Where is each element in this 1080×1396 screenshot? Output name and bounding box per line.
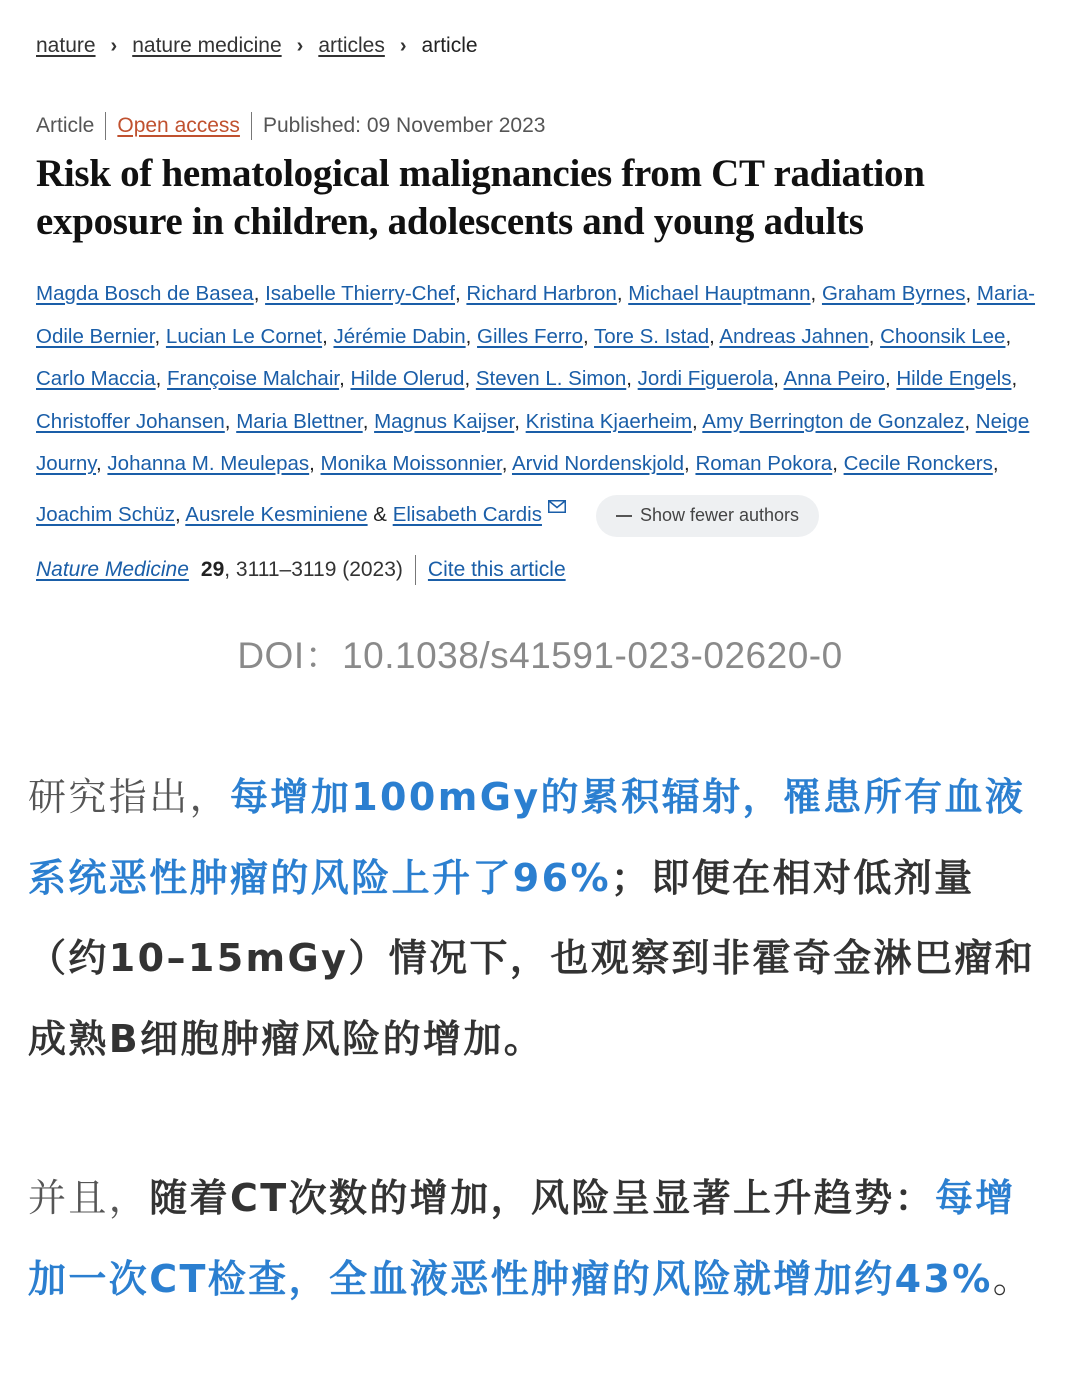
author-link[interactable]: Michael Hauptmann [628,282,811,305]
author-link[interactable]: Tore S. Istad [594,324,710,348]
author-separator: , [992,452,999,476]
open-access-link[interactable]: Open access [117,114,240,137]
paragraph-2-end: 。 [992,1256,1034,1301]
author-link[interactable]: Isabelle Thierry-Chef [265,282,455,305]
author-separator: , [616,282,629,305]
chevron-right-icon: › [296,34,304,57]
paragraph-1-highlight: 每增加100mGy的累积辐射，罹患所有血液系统恶性肿瘤的风险上升了96% [28,775,1026,900]
author-separator: , [455,282,467,305]
article-title: Risk of hematological malignancies from CT radiation exposure in children, adolescents and young adults [36,152,925,243]
author-separator: , [96,452,108,476]
author-separator: , [155,367,168,391]
author-separator: , [465,324,478,348]
author-link[interactable]: Johanna M. Meulepas [107,452,310,476]
author-link[interactable]: Lucian Le Cornet [165,324,323,348]
paragraph-2-body: 随着CT次数的增加，风险呈显著上升趋势： [149,1176,936,1220]
author-separator: , [773,367,784,391]
mail-icon[interactable] [548,486,566,499]
author-joiner: & [367,502,393,526]
breadcrumb [36,34,478,58]
doi-text: DOI：10.1038/s41591-023-02620-0 [237,635,843,676]
paragraph-2-highlight: 每增加一次CT检查，全血液恶性肿瘤的风险就增加约43% [28,1176,1016,1301]
show-fewer-authors-button[interactable] [596,495,819,537]
author-link[interactable]: Cecile Ronckers [843,452,993,476]
journal-volume: 29 [200,558,225,581]
minus-icon [616,515,632,517]
author-separator: , [582,324,595,348]
citation-line [36,555,566,585]
author-separator: , [832,452,844,476]
author-links [36,282,1035,526]
paragraph-2 [28,1158,1052,1319]
author-link[interactable]: Gilles Ferro [477,324,583,348]
breadcrumb-articles[interactable]: articles [318,34,385,57]
author-separator: , [868,324,881,348]
author-link[interactable]: Jordi Figuerola [637,367,774,391]
journal-link[interactable]: Nature Medicine [36,558,189,581]
author-list [36,273,1048,537]
author-link[interactable]: Françoise Malchair [167,367,340,391]
author-separator: , [154,324,166,348]
author-separator: , [224,409,237,433]
author-link[interactable]: Magnus Kaijser [374,409,515,433]
chevron-right-icon: › [399,34,407,57]
author-separator: , [253,282,266,305]
cite-this-article-link[interactable]: Cite this article [427,558,566,581]
author-link[interactable]: Kristina Kjaerheim [525,409,693,433]
show-fewer-label: Show fewer authors [639,505,800,526]
author-separator: , [964,409,976,433]
author-link-last[interactable]: Elisabeth Cardis [392,502,542,526]
author-link[interactable]: Carlo Maccia [36,367,156,391]
author-separator: , [684,452,696,476]
author-link[interactable]: Richard Harbron [466,282,617,305]
author-link[interactable]: Maria Blettner [236,409,363,433]
author-link[interactable]: Neige Journy [36,409,1030,476]
author-link[interactable]: Hilde Engels [896,367,1012,391]
author-separator: , [464,367,476,391]
breadcrumb-nature-medicine[interactable]: nature medicine [132,34,282,57]
author-link[interactable]: Amy Berrington de Gonzalez [702,409,965,433]
paragraph-1 [28,757,1052,1079]
divider [415,555,416,585]
author-separator: , [175,502,186,526]
author-link[interactable]: Maria-Odile Bernier [36,282,1036,348]
author-link[interactable]: Arvid Nordenskjold [511,452,685,476]
divider [105,112,106,140]
author-separator: , [339,367,351,391]
author-link[interactable]: Anna Peiro [783,367,885,391]
author-separator: , [514,409,526,433]
article-type: Article [36,114,95,137]
author-separator: , [322,324,334,348]
author-separator: , [965,282,977,305]
journal-pages-year: , 3111–3119 (2023) [224,558,403,581]
author-link[interactable]: Monika Moissonnier [320,452,502,476]
author-separator: , [692,409,703,433]
author-link[interactable]: Jérémie Dabin [333,324,466,348]
author-separator: , [626,367,638,391]
author-link[interactable]: Graham Byrnes [821,282,966,305]
paragraph-2-intro: 并且， [28,1176,150,1220]
author-link[interactable]: Roman Pokora [695,452,833,476]
breadcrumb-nature[interactable]: nature [36,34,96,57]
article-meta [36,112,545,140]
paragraph-1-rest: ；即便在相对低剂量（约10–15mGy）情况下，也观察到非霍奇金淋巴瘤和成熟B细胞肿瘤风险的增加。 [28,855,1036,1061]
author-separator: , [362,409,375,433]
author-separator: , [309,452,321,476]
divider [251,112,252,140]
author-separator: , [884,367,897,391]
author-separator: , [1005,324,1012,348]
author-link[interactable]: Joachim Schüz [36,502,176,526]
author-link[interactable]: Ausrele Kesminiene [185,502,368,526]
published-date: Published: 09 November 2023 [262,114,546,137]
author-link[interactable]: Steven L. Simon [475,367,627,391]
author-separator: , [501,452,512,476]
author-link[interactable]: Hilde Olerud [350,367,465,391]
author-link[interactable]: Magda Bosch de Basea [36,282,254,305]
author-separator: , [810,282,822,305]
breadcrumb-current: article [421,34,478,57]
chevron-right-icon: › [110,34,118,57]
author-separator: , [1011,367,1018,391]
author-link[interactable]: Christoffer Johansen [36,409,225,433]
author-separator: , [709,324,720,348]
author-link[interactable]: Andreas Jahnen [719,324,869,348]
author-link[interactable]: Choonsik Lee [880,324,1006,348]
paragraph-1-intro: 研究指出， [28,775,231,819]
